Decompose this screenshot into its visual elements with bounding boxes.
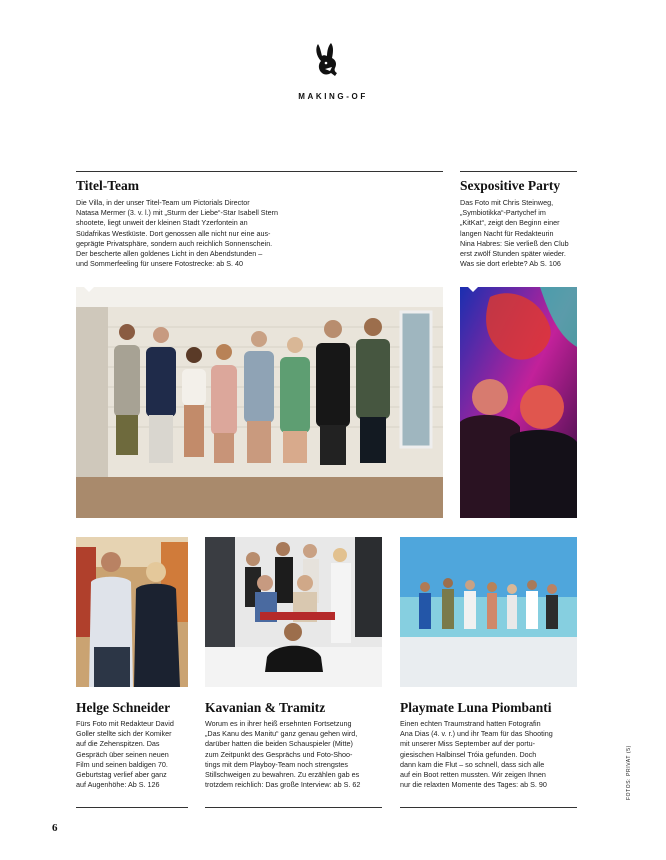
text-line: Geburtstag verlief aber ganz xyxy=(76,770,167,780)
text-line: „KitKat“, zeigt den Beginn einer xyxy=(460,218,560,228)
divider xyxy=(76,807,188,808)
text-line: zum Zeitpunkt des Gesprächs und Foto-Shoo- xyxy=(205,749,353,759)
photo-helge-schneider xyxy=(76,537,188,687)
text-line: Der bescherte allen goldenes Licht in den Abendstunden – xyxy=(76,249,263,259)
text-line: giesischen Halbinsel Tróia gefunden. Doch xyxy=(400,749,537,759)
text-line: „Symbiotikka“-Partychef im xyxy=(460,208,546,218)
story-title-sexpositive-party: Sexpositive Party xyxy=(460,178,561,193)
story-text-sexpositive-party xyxy=(460,198,580,269)
text-line: mit unserer Miss September auf der portu- xyxy=(400,739,536,749)
bunny-logo-icon xyxy=(310,42,346,86)
section-label: MAKING-OF xyxy=(298,92,368,101)
story-title-playmate-luna-piombanti: Playmate Luna Piombanti xyxy=(400,700,552,715)
divider xyxy=(76,171,443,172)
text-line: Nina Habres: Sie verließ den Club xyxy=(460,238,569,248)
text-line: auf ein Boot retten mussten. Wir zeigen Ihnen xyxy=(400,770,546,780)
text-line: Einen echten Traumstrand hatten Fotografin xyxy=(400,719,541,728)
divider xyxy=(400,807,577,808)
text-line: nur die relaxten Momente des Tages: ab S. 90 xyxy=(400,780,547,790)
text-line: Stillschweigen zu bewahren. Zu erzählen gab es xyxy=(205,770,360,780)
text-line: Film und seinen baldigen 70. xyxy=(76,759,168,769)
photo-credit: FOTOS: PRIVAT (5) xyxy=(626,745,632,800)
text-line: dann kam die Flut – so schnell, dass sich alle xyxy=(400,759,545,769)
text-line: geprägte Privatsphäre, sondern auch reichlich Sonnenschein. xyxy=(76,238,273,248)
text-line: Worum es in ihrer heiß ersehnten Fortsetzung xyxy=(205,719,352,728)
story-title-titel-team: Titel-Team xyxy=(76,178,139,193)
text-line: Fürs Foto mit Redakteur David xyxy=(76,719,174,728)
text-line: und Sommerfeeling für unsere Fotostrecke: ab S. 40 xyxy=(76,259,243,269)
text-line: darüber hatten die beiden Schauspieler (Mitte) xyxy=(205,739,353,749)
text-line: auf Augenhöhe: Ab S. 126 xyxy=(76,780,160,790)
photo-kavanian-tramitz xyxy=(205,537,382,687)
text-line: Das Foto mit Chris Steinweg, xyxy=(460,198,554,207)
divider xyxy=(205,807,382,808)
story-text-helge-schneider xyxy=(76,719,194,790)
text-line: erst zwölf Stunden später wieder. xyxy=(460,249,566,259)
text-line: Was sie dort erlebte? Ab S. 106 xyxy=(460,259,561,269)
page-number: 6 xyxy=(52,822,58,834)
photo-playmate-luna-piombanti xyxy=(400,537,577,687)
text-line: shootete, liegt unweit der kleinen Stadt Yzerfontein an xyxy=(76,218,248,228)
story-title-helge-schneider: Helge Schneider xyxy=(76,700,171,715)
divider xyxy=(460,171,577,172)
story-text-playmate-luna-piombanti xyxy=(400,719,580,790)
text-line: „Das Kanu des Manitu“ ganz genau gehen wird, xyxy=(205,729,358,739)
story-title-kavanian-tramitz: Kavanian & Tramitz xyxy=(205,700,326,715)
photo-titel-team xyxy=(76,287,443,518)
text-line: Natasa Mermer (3. v. l.) mit „Sturm der Liebe“-Star Isabell Stern xyxy=(76,208,278,218)
story-text-kavanian-tramitz xyxy=(205,719,390,790)
text-line: Goller stellte sich der Komiker xyxy=(76,729,172,739)
text-line: langen Nacht für Redakteurin xyxy=(460,228,554,238)
text-line: trotzdem reichlich: Das große Interview: ab S. 62 xyxy=(205,780,361,790)
story-text-titel-team xyxy=(76,198,346,269)
text-line: auf die Zehenspitzen. Das xyxy=(76,739,160,749)
text-line: Gespräch über seinen neuen xyxy=(76,749,169,759)
text-line: Südafrikas Westküste. Dort genossen alle nicht nur eine aus- xyxy=(76,228,271,238)
text-line: tings mit dem Playboy-Team noch strengstes xyxy=(205,759,349,769)
photo-sexpositive-party xyxy=(460,287,577,518)
text-line: Die Villa, in der unser Titel-Team um Pictorials Director xyxy=(76,198,250,207)
text-line: Ana Dias (4. v. r.) und ihr Team für das Shooting xyxy=(400,729,553,739)
